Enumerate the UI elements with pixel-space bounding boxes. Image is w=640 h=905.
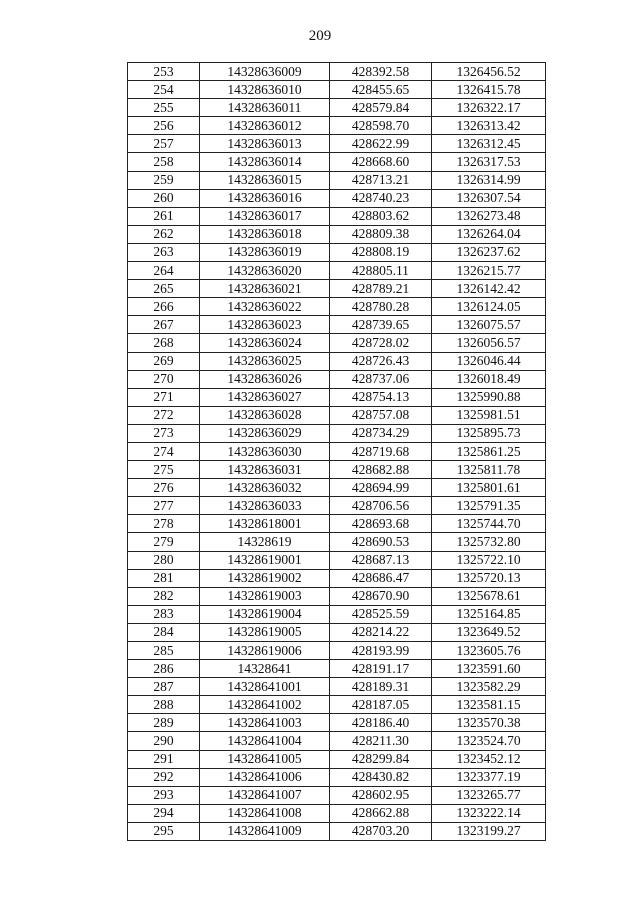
x-coordinate-cell: 428706.56 (330, 497, 432, 515)
cadastral-number-cell: 14328636011 (200, 99, 330, 117)
point-number-cell: 281 (128, 569, 200, 587)
x-coordinate-cell: 428754.13 (330, 388, 432, 406)
cadastral-number-cell: 14328636017 (200, 207, 330, 225)
cadastral-number-cell: 14328641007 (200, 786, 330, 804)
point-number-cell: 259 (128, 171, 200, 189)
point-number-cell: 282 (128, 587, 200, 605)
y-coordinate-cell: 1326313.42 (432, 117, 546, 135)
table-row (128, 63, 546, 81)
table-row (128, 587, 546, 605)
y-coordinate-cell: 1326264.04 (432, 225, 546, 243)
cadastral-number-cell: 14328636010 (200, 81, 330, 99)
y-coordinate-cell: 1325164.85 (432, 605, 546, 623)
y-coordinate-cell: 1323581.15 (432, 696, 546, 714)
y-coordinate-cell: 1325678.61 (432, 587, 546, 605)
table-row (128, 551, 546, 569)
cadastral-number-cell: 14328636032 (200, 479, 330, 497)
x-coordinate-cell: 428740.23 (330, 189, 432, 207)
y-coordinate-cell: 1326124.05 (432, 298, 546, 316)
table-row (128, 99, 546, 117)
table-row (128, 515, 546, 533)
point-number-cell: 265 (128, 280, 200, 298)
y-coordinate-cell: 1323222.14 (432, 804, 546, 822)
x-coordinate-cell: 428622.99 (330, 135, 432, 153)
cadastral-number-cell: 14328636025 (200, 352, 330, 370)
cadastral-number-cell: 14328641001 (200, 678, 330, 696)
cadastral-number-cell: 14328636019 (200, 243, 330, 261)
point-number-cell: 291 (128, 750, 200, 768)
cadastral-number-cell: 14328636031 (200, 461, 330, 479)
table-row (128, 225, 546, 243)
x-coordinate-cell: 428726.43 (330, 352, 432, 370)
table-row (128, 370, 546, 388)
y-coordinate-cell: 1323377.19 (432, 768, 546, 786)
table-row (128, 533, 546, 551)
point-number-cell: 289 (128, 714, 200, 732)
x-coordinate-cell: 428808.19 (330, 243, 432, 261)
cadastral-number-cell: 14328619006 (200, 642, 330, 660)
point-number-cell: 295 (128, 822, 200, 840)
x-coordinate-cell: 428687.13 (330, 551, 432, 569)
cadastral-number-cell: 14328641008 (200, 804, 330, 822)
cadastral-number-cell: 14328636020 (200, 262, 330, 280)
point-number-cell: 277 (128, 497, 200, 515)
point-number-cell: 264 (128, 262, 200, 280)
cadastral-number-cell: 14328619003 (200, 587, 330, 605)
table-row (128, 605, 546, 623)
cadastral-number-cell: 14328619005 (200, 623, 330, 641)
table-row (128, 786, 546, 804)
x-coordinate-cell: 428693.68 (330, 515, 432, 533)
table-row (128, 750, 546, 768)
y-coordinate-cell: 1325791.35 (432, 497, 546, 515)
y-coordinate-cell: 1323199.27 (432, 822, 546, 840)
table-row (128, 135, 546, 153)
x-coordinate-cell: 428299.84 (330, 750, 432, 768)
point-number-cell: 284 (128, 623, 200, 641)
x-coordinate-cell: 428686.47 (330, 569, 432, 587)
point-number-cell: 286 (128, 660, 200, 678)
y-coordinate-cell: 1326142.42 (432, 280, 546, 298)
cadastral-number-cell: 14328636014 (200, 153, 330, 171)
table-row (128, 479, 546, 497)
y-coordinate-cell: 1325744.70 (432, 515, 546, 533)
y-coordinate-cell: 1326237.62 (432, 243, 546, 261)
cadastral-number-cell: 14328636027 (200, 388, 330, 406)
point-number-cell: 263 (128, 243, 200, 261)
point-number-cell: 283 (128, 605, 200, 623)
x-coordinate-cell: 428713.21 (330, 171, 432, 189)
table-row (128, 424, 546, 442)
x-coordinate-cell: 428191.17 (330, 660, 432, 678)
point-number-cell: 266 (128, 298, 200, 316)
table-row (128, 352, 546, 370)
y-coordinate-cell: 1326415.78 (432, 81, 546, 99)
cadastral-number-cell: 14328636018 (200, 225, 330, 243)
x-coordinate-cell: 428809.38 (330, 225, 432, 243)
cadastral-number-cell: 14328641004 (200, 732, 330, 750)
x-coordinate-cell: 428690.53 (330, 533, 432, 551)
cadastral-number-cell: 14328636023 (200, 316, 330, 334)
point-number-cell: 256 (128, 117, 200, 135)
y-coordinate-cell: 1325811.78 (432, 461, 546, 479)
cadastral-number-cell: 14328619002 (200, 569, 330, 587)
y-coordinate-cell: 1326314.99 (432, 171, 546, 189)
y-coordinate-cell: 1325990.88 (432, 388, 546, 406)
cadastral-number-cell: 14328619004 (200, 605, 330, 623)
cadastral-number-cell: 14328641003 (200, 714, 330, 732)
x-coordinate-cell: 428525.59 (330, 605, 432, 623)
cadastral-number-cell: 14328636028 (200, 406, 330, 424)
point-number-cell: 269 (128, 352, 200, 370)
point-number-cell: 292 (128, 768, 200, 786)
table-row (128, 696, 546, 714)
point-number-cell: 293 (128, 786, 200, 804)
y-coordinate-cell: 1323524.70 (432, 732, 546, 750)
cadastral-number-cell: 14328636029 (200, 424, 330, 442)
table-row (128, 822, 546, 840)
table-row (128, 461, 546, 479)
y-coordinate-cell: 1326075.57 (432, 316, 546, 334)
y-coordinate-cell: 1323582.29 (432, 678, 546, 696)
x-coordinate-cell: 428430.82 (330, 768, 432, 786)
y-coordinate-cell: 1326322.17 (432, 99, 546, 117)
table-row (128, 171, 546, 189)
y-coordinate-cell: 1326273.48 (432, 207, 546, 225)
x-coordinate-cell: 428193.99 (330, 642, 432, 660)
point-number-cell: 273 (128, 424, 200, 442)
x-coordinate-cell: 428598.70 (330, 117, 432, 135)
y-coordinate-cell: 1323265.77 (432, 786, 546, 804)
y-coordinate-cell: 1323452.12 (432, 750, 546, 768)
x-coordinate-cell: 428186.40 (330, 714, 432, 732)
x-coordinate-cell: 428780.28 (330, 298, 432, 316)
point-number-cell: 270 (128, 370, 200, 388)
table-row (128, 804, 546, 822)
y-coordinate-cell: 1326307.54 (432, 189, 546, 207)
y-coordinate-cell: 1326317.53 (432, 153, 546, 171)
cadastral-number-cell: 14328641009 (200, 822, 330, 840)
cadastral-number-cell: 14328636016 (200, 189, 330, 207)
x-coordinate-cell: 428805.11 (330, 262, 432, 280)
point-number-cell: 275 (128, 461, 200, 479)
x-coordinate-cell: 428392.58 (330, 63, 432, 81)
y-coordinate-cell: 1323649.52 (432, 623, 546, 641)
x-coordinate-cell: 428694.99 (330, 479, 432, 497)
point-number-cell: 258 (128, 153, 200, 171)
cadastral-number-cell: 14328641005 (200, 750, 330, 768)
table-row (128, 117, 546, 135)
point-number-cell: 260 (128, 189, 200, 207)
table-row (128, 298, 546, 316)
table-row (128, 334, 546, 352)
cadastral-number-cell: 14328636022 (200, 298, 330, 316)
y-coordinate-cell: 1325732.80 (432, 533, 546, 551)
point-number-cell: 262 (128, 225, 200, 243)
x-coordinate-cell: 428739.65 (330, 316, 432, 334)
table-row (128, 81, 546, 99)
cadastral-number-cell: 14328636021 (200, 280, 330, 298)
table-row (128, 189, 546, 207)
cadastral-number-cell: 14328618001 (200, 515, 330, 533)
table-row (128, 569, 546, 587)
x-coordinate-cell: 428703.20 (330, 822, 432, 840)
y-coordinate-cell: 1323570.38 (432, 714, 546, 732)
x-coordinate-cell: 428455.65 (330, 81, 432, 99)
table-row (128, 732, 546, 750)
point-number-cell: 257 (128, 135, 200, 153)
x-coordinate-cell: 428187.05 (330, 696, 432, 714)
cadastral-number-cell: 14328636033 (200, 497, 330, 515)
cadastral-number-cell: 14328619 (200, 533, 330, 551)
cadastral-number-cell: 14328619001 (200, 551, 330, 569)
table-row (128, 316, 546, 334)
cadastral-number-cell: 14328641006 (200, 768, 330, 786)
x-coordinate-cell: 428719.68 (330, 442, 432, 460)
table-row (128, 406, 546, 424)
table-row (128, 714, 546, 732)
point-number-cell: 287 (128, 678, 200, 696)
table-row (128, 642, 546, 660)
cadastral-number-cell: 14328636015 (200, 171, 330, 189)
x-coordinate-cell: 428734.29 (330, 424, 432, 442)
page-number: 209 (308, 28, 332, 44)
point-number-cell: 271 (128, 388, 200, 406)
y-coordinate-cell: 1326215.77 (432, 262, 546, 280)
point-number-cell: 279 (128, 533, 200, 551)
cadastral-number-cell: 14328636030 (200, 442, 330, 460)
x-coordinate-cell: 428803.62 (330, 207, 432, 225)
point-number-cell: 253 (128, 63, 200, 81)
y-coordinate-cell: 1326046.44 (432, 352, 546, 370)
y-coordinate-cell: 1326056.57 (432, 334, 546, 352)
x-coordinate-cell: 428602.95 (330, 786, 432, 804)
x-coordinate-cell: 428670.90 (330, 587, 432, 605)
x-coordinate-cell: 428668.60 (330, 153, 432, 171)
x-coordinate-cell: 428789.21 (330, 280, 432, 298)
table-row (128, 768, 546, 786)
x-coordinate-cell: 428682.88 (330, 461, 432, 479)
table-row (128, 497, 546, 515)
table-row (128, 678, 546, 696)
y-coordinate-cell: 1326312.45 (432, 135, 546, 153)
cadastral-number-cell: 14328636013 (200, 135, 330, 153)
table-row (128, 442, 546, 460)
point-number-cell: 254 (128, 81, 200, 99)
x-coordinate-cell: 428662.88 (330, 804, 432, 822)
point-number-cell: 255 (128, 99, 200, 117)
y-coordinate-cell: 1325895.73 (432, 424, 546, 442)
point-number-cell: 285 (128, 642, 200, 660)
table-row (128, 243, 546, 261)
point-number-cell: 276 (128, 479, 200, 497)
point-number-cell: 261 (128, 207, 200, 225)
table-row (128, 388, 546, 406)
point-number-cell: 267 (128, 316, 200, 334)
point-number-cell: 290 (128, 732, 200, 750)
y-coordinate-cell: 1323605.76 (432, 642, 546, 660)
x-coordinate-cell: 428728.02 (330, 334, 432, 352)
point-number-cell: 280 (128, 551, 200, 569)
table-row (128, 623, 546, 641)
x-coordinate-cell: 428737.06 (330, 370, 432, 388)
table-row (128, 280, 546, 298)
x-coordinate-cell: 428189.31 (330, 678, 432, 696)
point-number-cell: 278 (128, 515, 200, 533)
point-number-cell: 268 (128, 334, 200, 352)
point-number-cell: 272 (128, 406, 200, 424)
coordinate-table (127, 62, 546, 841)
cadastral-number-cell: 14328641 (200, 660, 330, 678)
cadastral-number-cell: 14328636012 (200, 117, 330, 135)
table-row (128, 660, 546, 678)
y-coordinate-cell: 1325722.10 (432, 551, 546, 569)
x-coordinate-cell: 428214.22 (330, 623, 432, 641)
y-coordinate-cell: 1325720.13 (432, 569, 546, 587)
y-coordinate-cell: 1325981.51 (432, 406, 546, 424)
x-coordinate-cell: 428211.30 (330, 732, 432, 750)
coordinate-table-body (128, 63, 546, 841)
cadastral-number-cell: 14328636009 (200, 63, 330, 81)
table-row (128, 153, 546, 171)
x-coordinate-cell: 428579.84 (330, 99, 432, 117)
point-number-cell: 288 (128, 696, 200, 714)
y-coordinate-cell: 1326018.49 (432, 370, 546, 388)
y-coordinate-cell: 1325801.61 (432, 479, 546, 497)
table-row (128, 262, 546, 280)
cadastral-number-cell: 14328641002 (200, 696, 330, 714)
y-coordinate-cell: 1326456.52 (432, 63, 546, 81)
table-row (128, 207, 546, 225)
y-coordinate-cell: 1323591.60 (432, 660, 546, 678)
y-coordinate-cell: 1325861.25 (432, 442, 546, 460)
x-coordinate-cell: 428757.08 (330, 406, 432, 424)
point-number-cell: 294 (128, 804, 200, 822)
cadastral-number-cell: 14328636024 (200, 334, 330, 352)
point-number-cell: 274 (128, 442, 200, 460)
cadastral-number-cell: 14328636026 (200, 370, 330, 388)
